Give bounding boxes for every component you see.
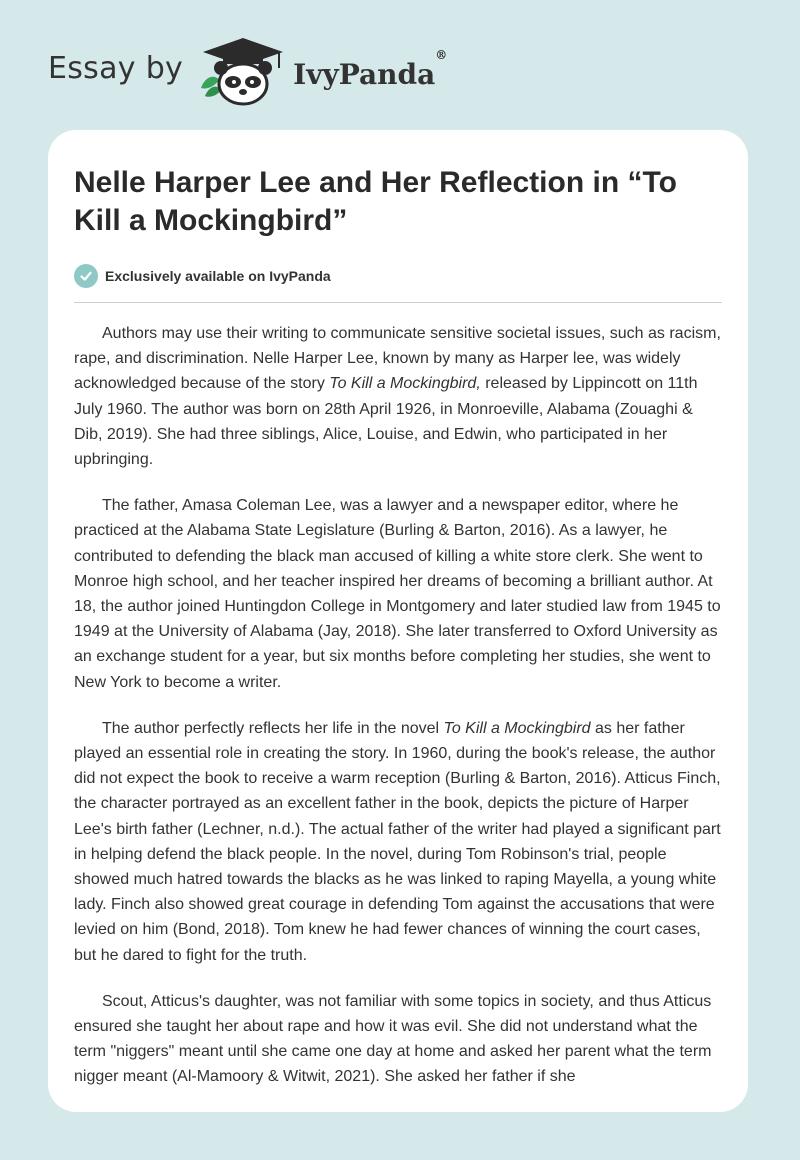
divider xyxy=(74,302,722,303)
essay-body xyxy=(74,321,722,1090)
site-header xyxy=(48,36,447,108)
paragraph-4 xyxy=(74,989,722,1090)
panda-graduation-cap-icon[interactable] xyxy=(199,36,287,108)
exclusive-badge xyxy=(74,262,722,290)
essay-by-label: Essay by xyxy=(48,50,184,86)
page-title: Nelle Harper Lee and Her Reflection in “To Kill a Mockingbird” xyxy=(74,166,677,237)
badge-text: Exclusively available on IvyPanda xyxy=(105,268,331,284)
paragraph-1 xyxy=(74,321,722,472)
book-title-italic: To Kill a Mockingbird, xyxy=(329,375,481,393)
paragraph-3-text-a: The author perfectly reflects her life in the novel xyxy=(102,719,444,737)
paragraph-3 xyxy=(74,716,722,968)
paragraph-1-text-a: Authors may use their writing to communicate sensitive societal issues, such as racism, rape, and discrimination. Nelle Harper Lee, known by many as Harper lee, was widely acknowledged because of the story xyxy=(74,325,721,393)
check-circle-icon xyxy=(74,264,98,288)
essay-card xyxy=(48,130,748,1112)
checkmark-icon xyxy=(79,269,93,283)
paragraph-2 xyxy=(74,493,722,695)
brand-name[interactable] xyxy=(293,48,448,91)
paragraph-4-text: Scout, Atticus's daughter, was not familiar with some topics in society, and thus Atticus ensured she taught her about rape and how it was evil. She did not understand what the term "niggers" meant until she came one day at home and asked her parent what the term nigger meant (Al-Mamoory & Witwit, 2021). She asked her father if she xyxy=(74,992,712,1086)
paragraph-1-text-b: released by Lippincott on 11th July 1960. The author was born on 28th April 1926, in Monroeville, Alabama (Zouaghi & Dib, 2019). She had three siblings, Alice, Louise, and Edwin, who participated in her upbringing. xyxy=(74,375,698,469)
paragraph-3-text-b: as her father played an essential role in creating the story. In 1960, during the book's release, the author did not expect the book to receive a warm reception (Burling & Barton, 2016). Atticus Finch, the character portrayed as an excellent father in the book, depicts the picture of Harper Lee's birth father (Lechner, n.d.). The actual father of the writer had played a significant part in helping defend the black people. In the novel, during Tom Robinson's trial, people showed much hatred towards the blacks as he was linked to raping Mayella, a young white lady. Finch also showed great courage in defending Tom against the accusations that were levied on him (Bond, 2018). Tom knew he had fewer chances of winning the court cases, but he dared to fight for the truth. xyxy=(74,719,721,964)
brand-name-text: IvyPanda xyxy=(293,57,436,91)
registered-mark: ® xyxy=(435,48,448,63)
paragraph-2-text: The father, Amasa Coleman Lee, was a lawyer and a newspaper editor, where he practiced at the Alabama State Legislature (Burling & Barton, 2016). As a lawyer, he contributed to defending the black man accused of killing a white store clerk. She went to Monroe high school, and her teacher inspired her dreams of becoming a brilliant author. At 18, the author joined Huntingdon College in Montgomery and later studied law from 1945 to 1949 at the University of Alabama (Jay, 2018). She later transferred to Oxford University as an exchange student for a year, but six months before completing her studies, she went to New York to become a writer. xyxy=(74,497,721,691)
book-title-italic: To Kill a Mockingbird xyxy=(443,719,591,737)
